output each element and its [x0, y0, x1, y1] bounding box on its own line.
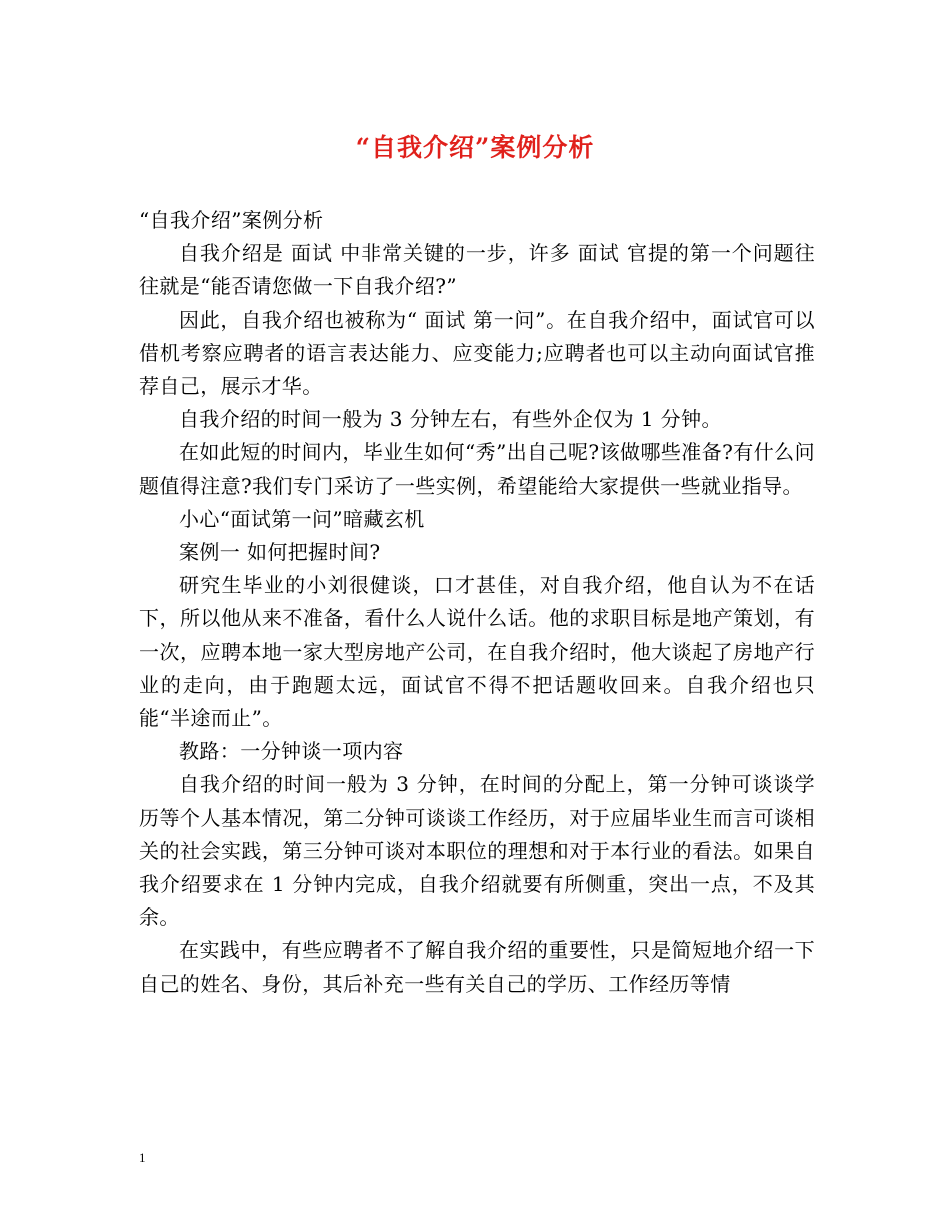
section-heading: 小心“面试第一问”暗藏玄机: [179, 506, 425, 531]
page-number: 1: [139, 1150, 146, 1165]
paragraph: 研究生毕业的小刘很健谈，口才甚佳，对自我介绍，他自认为不在话下，所以他从来不准备，看什么人说什么话。他的求职目标是地产策划，有一次，应聘本地一家大型房地产公司，在自我介绍时，他大谈起了房地产行业的走向，由于跑题太远，面试官不得不把话题收回来。自我介绍也只能“半途而止”。: [139, 573, 815, 731]
case-heading: 案例一 如何把握时间?: [179, 540, 381, 565]
subtitle-paragraph: “自我介绍”案例分析: [139, 208, 324, 232]
paragraph: 自我介绍的时间一般为 3 分钟左右，有些外企仅为 1 分钟。: [179, 407, 722, 432]
document-title: “自我介绍”案例分析: [355, 133, 595, 162]
paragraph: 在如此短的时间内，毕业生如何“秀”出自己呢?该做哪些准备?有什么问题值得注意?我们专门采访了一些实例，希望能给大家提供一些就业指导。: [139, 440, 815, 498]
tip-heading: 教路：一分钟谈一项内容: [179, 739, 404, 764]
paragraph: 自我介绍的时间一般为 3 分钟，在时间的分配上，第一分钟可谈谈学历等个人基本情况，第二分钟可谈谈工作经历，对于应届毕业生而言可谈相关的社会实践，第三分钟可谈对本职位的理想和对于本行业的看法。如果自我介绍要求在 1 分钟内完成，自我介绍就要有所侧重，突出一点，不及其余。: [139, 772, 815, 930]
document-body: [139, 204, 815, 1001]
paragraph: 因此，自我介绍也被称为“ 面试 第一问”。在自我介绍中，面试官可以借机考察应聘者的语言表达能力、应变能力;应聘者也可以主动向面试官推荐自己，展示才华。: [139, 307, 815, 399]
paragraph: 在实践中，有些应聘者不了解自我介绍的重要性，只是简短地介绍一下自己的姓名、身份，其后补充一些有关自己的学历、工作经历等情: [139, 938, 815, 996]
paragraph: 自我介绍是 面试 中非常关键的一步，许多 面试 官提的第一个问题往往就是“能否请您做一下自我介绍?”: [139, 241, 815, 299]
